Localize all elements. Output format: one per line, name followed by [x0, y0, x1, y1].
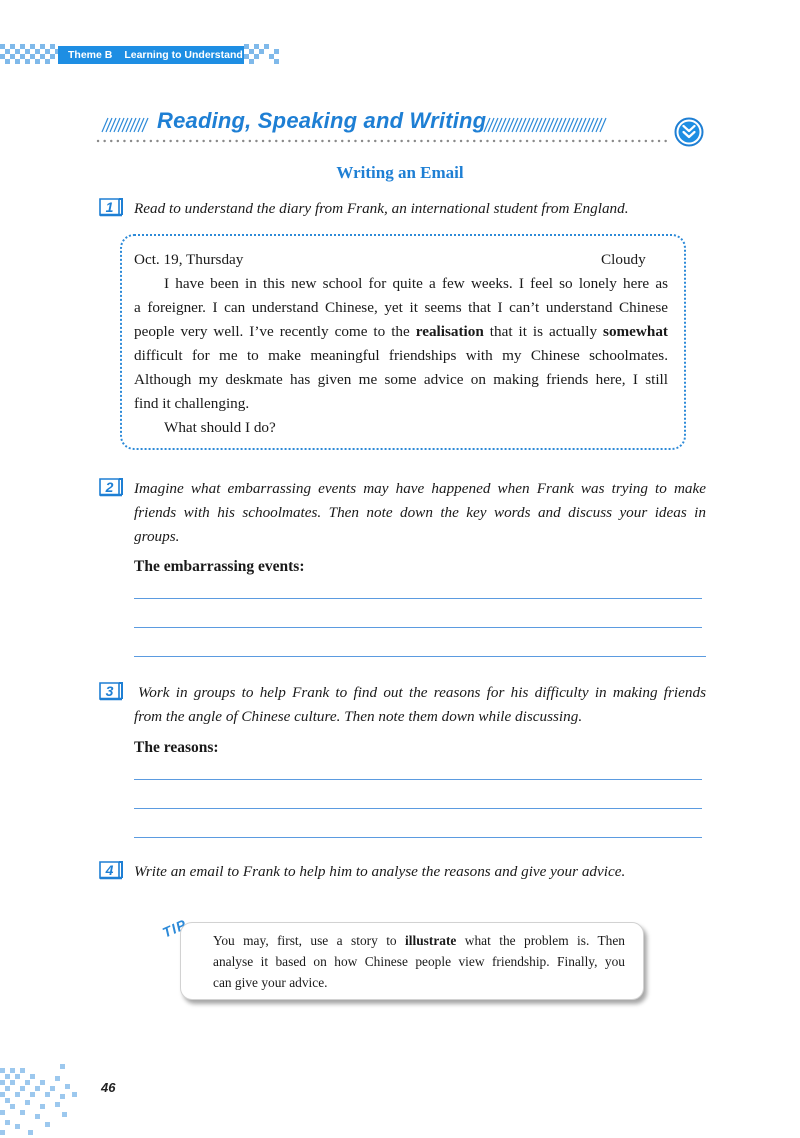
- diary-body: [134, 272, 668, 440]
- diary-line: I have been in this new school for quite a few weeks. I feel so lonely here as: [164, 275, 668, 292]
- answer-line[interactable]: [134, 837, 702, 838]
- embarrassing-events-label: The embarrassing events:: [134, 558, 305, 575]
- step-badge-4: [99, 860, 121, 880]
- diary-weather: Cloudy: [601, 251, 646, 268]
- diary-line: people very well. I’ve recently come to the realisation that it is actually somewhat: [134, 323, 668, 340]
- answer-line[interactable]: [134, 808, 702, 809]
- dotted-divider: [96, 139, 668, 143]
- answer-line[interactable]: [134, 656, 706, 657]
- diary-date: Oct. 19, Thursday: [134, 251, 244, 268]
- diary-closing: What should I do?: [164, 419, 276, 436]
- hatch-decoration-left: [100, 114, 150, 134]
- svg-text:2: 2: [105, 479, 114, 495]
- double-chevron-down-icon: [674, 117, 704, 147]
- tip-label: TIP: [160, 915, 190, 941]
- step-badge-1: [99, 197, 121, 217]
- pixel-decoration-right: [230, 42, 290, 68]
- answer-line[interactable]: [134, 598, 702, 599]
- theme-title: Learning to Understand: [124, 49, 243, 61]
- diary-line: Although my deskmate has given me some advice on making friends here, I still: [134, 371, 668, 388]
- theme-header-band: [58, 46, 244, 64]
- reasons-label: The reasons:: [134, 739, 219, 756]
- svg-text:3: 3: [105, 683, 114, 699]
- step-1-instruction: Read to understand the diary from Frank, an international student from England.: [134, 200, 629, 217]
- diary-line: difficult for me to make meaningful friendships with my Chinese schoolmates.: [134, 347, 668, 364]
- subsection-title: Writing an Email: [336, 163, 464, 182]
- diary-line: a foreigner. I can understand Chinese, yet it seems that I can’t understand Chinese: [134, 299, 668, 316]
- hatch-decoration-right: [482, 114, 608, 134]
- answer-line[interactable]: [134, 627, 702, 628]
- step-4-instruction: Write an email to Frank to help him to analyse the reasons and give your advice.: [134, 863, 626, 880]
- answer-line[interactable]: [134, 779, 702, 780]
- pixel-decoration-bottom: [0, 1062, 100, 1138]
- section-title: Reading, Speaking and Writing: [157, 108, 487, 133]
- step-badge-3: [99, 681, 121, 701]
- svg-text:4: 4: [105, 862, 114, 878]
- theme-label: Theme B: [68, 49, 113, 61]
- step-badge-2: [99, 477, 121, 497]
- step-number: 1: [105, 199, 114, 215]
- diary-line: find it challenging.: [134, 395, 250, 412]
- tip-text: You may, first, use a story to illustrate what the problem is. Then analyse it based on how Chinese people view friendship. Finally, you can give your advice.: [213, 933, 625, 990]
- step-3-instruction: Work in groups to help Frank to find out the reasons for his difficulty in making friends from the angle of Chinese culture. Then note them down while discussing.: [134, 684, 706, 725]
- step-2-instruction: Imagine what embarrassing events may have happened when Frank was trying to make friends with his schoolmates. Then note down the key words and discuss your ideas in groups.: [134, 480, 706, 545]
- page-number: 46: [101, 1080, 116, 1095]
